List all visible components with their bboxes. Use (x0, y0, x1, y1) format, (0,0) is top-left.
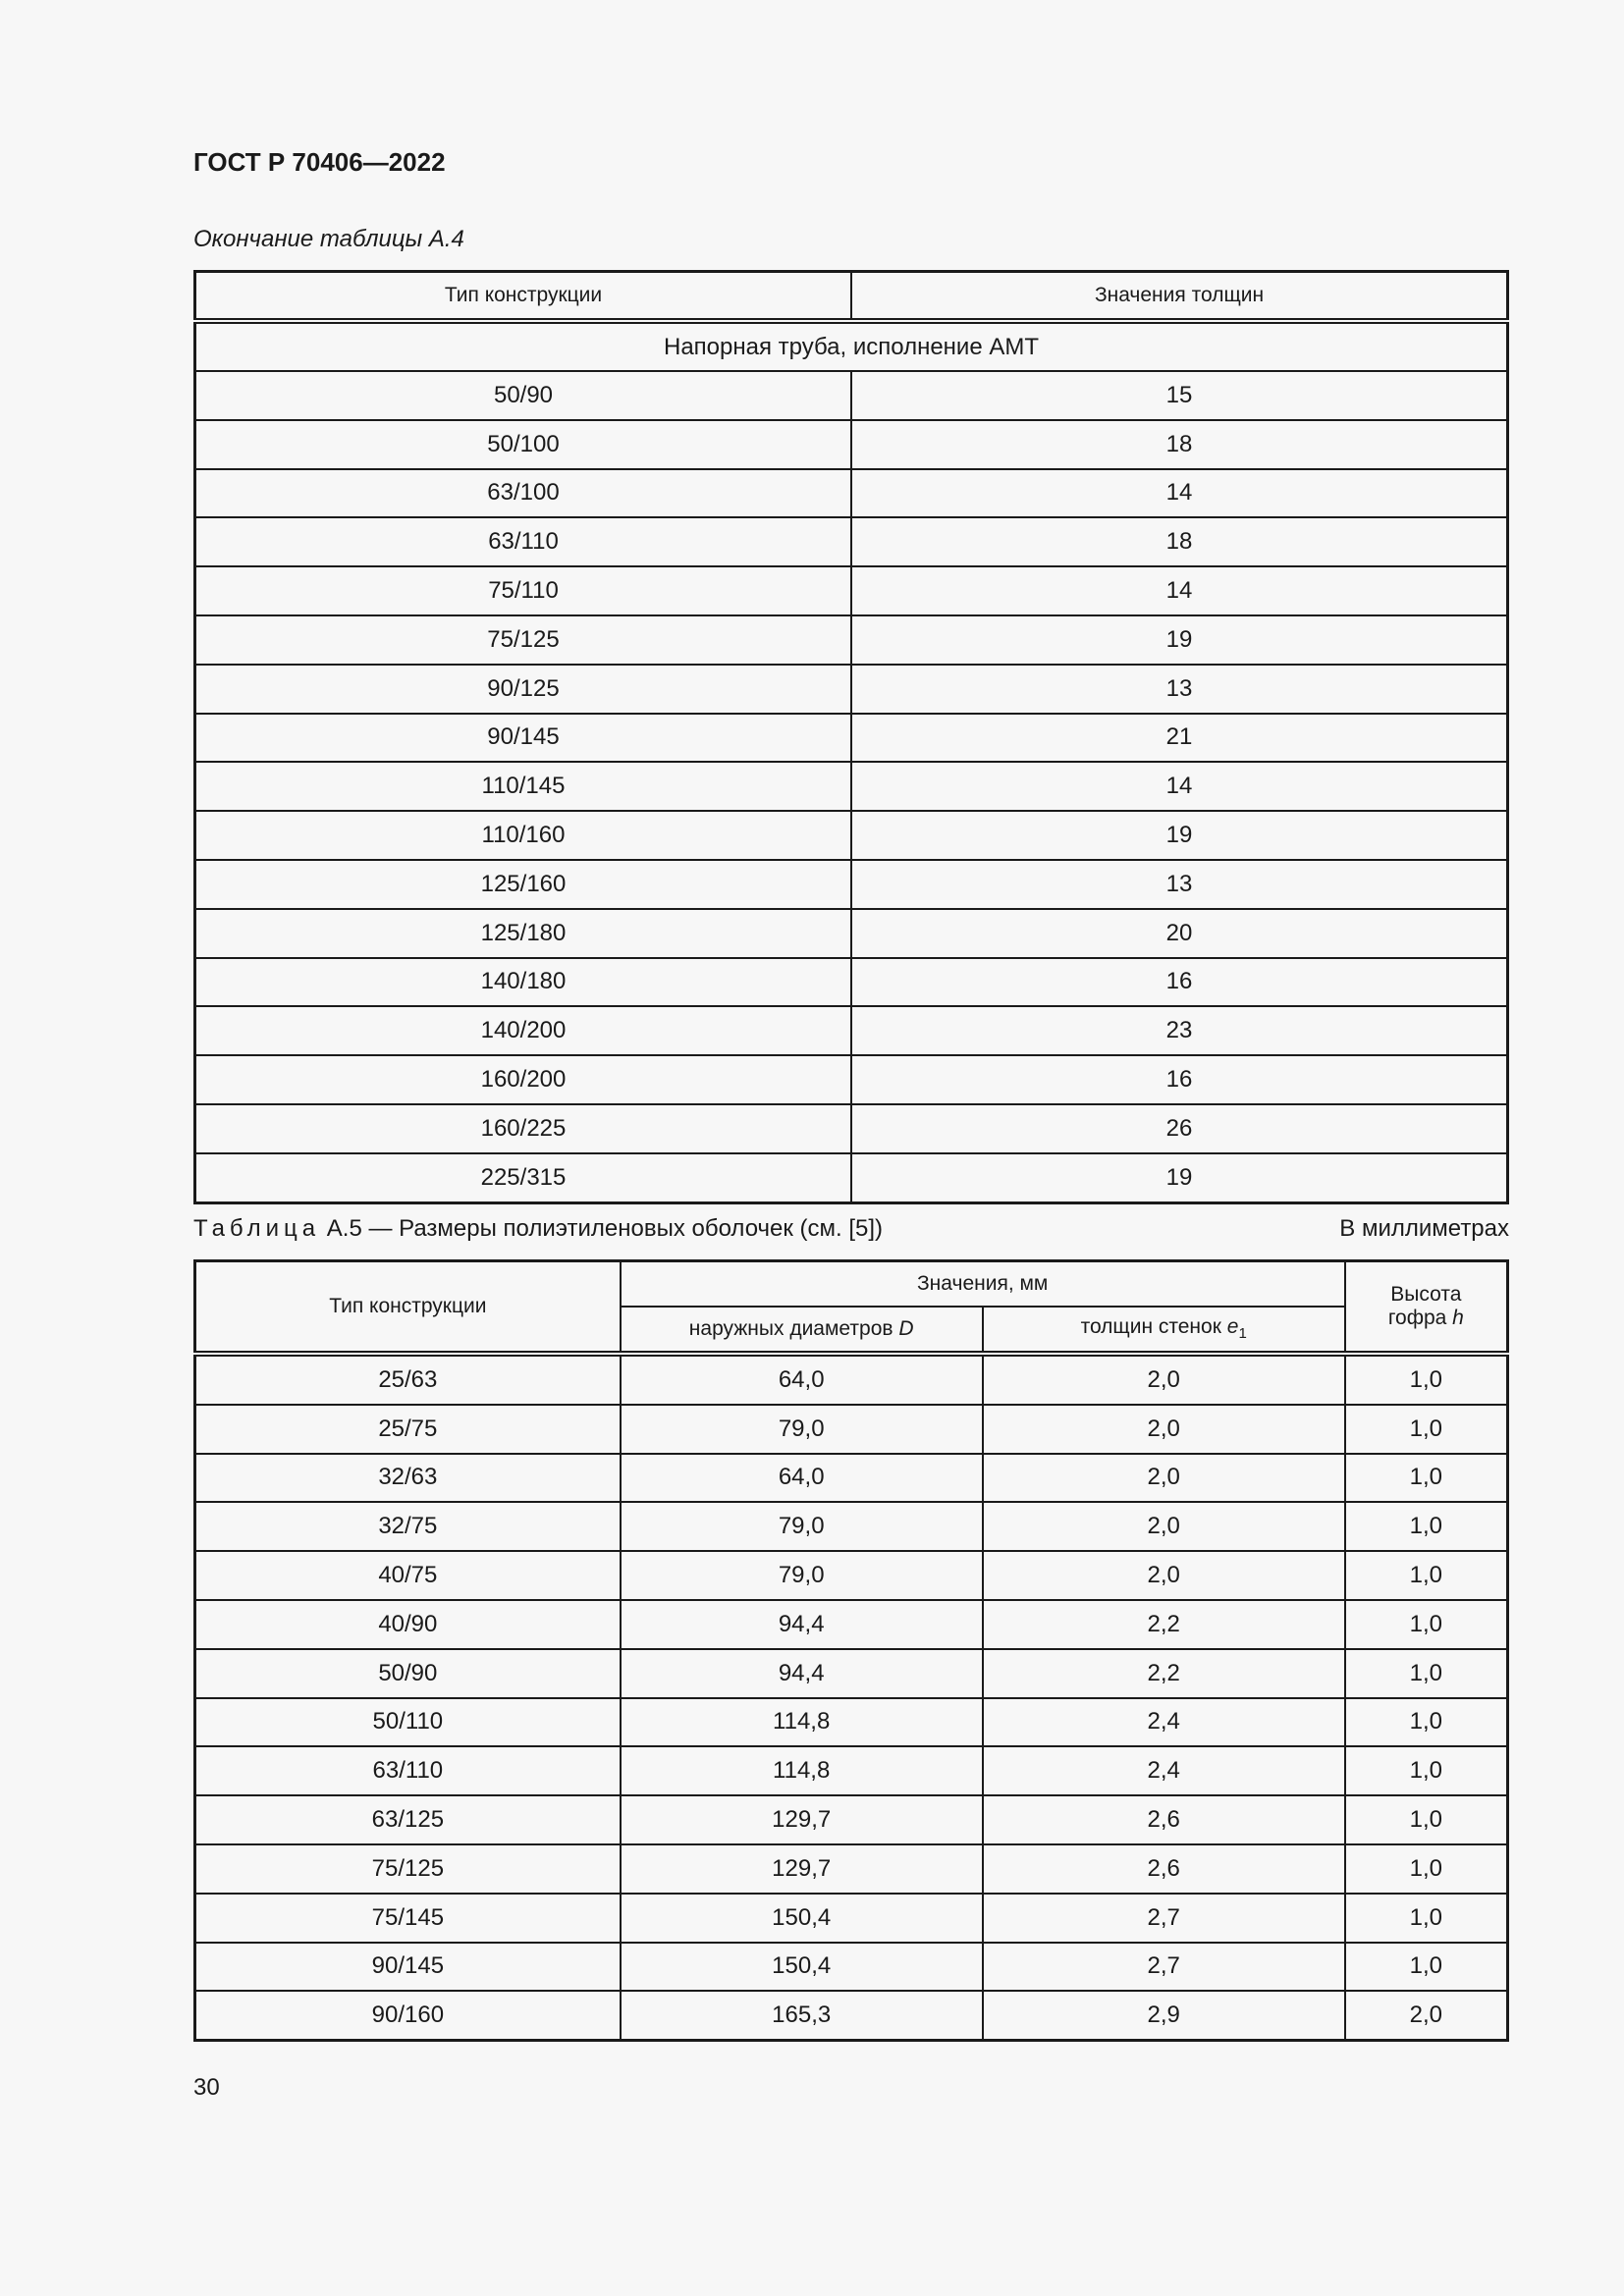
table-row (195, 1844, 1508, 1894)
table-cell: 125/160 (195, 860, 852, 909)
table-row (195, 1055, 1508, 1104)
table-row (195, 1795, 1508, 1844)
table-row (195, 665, 1508, 714)
table-cell: 2,6 (983, 1795, 1345, 1844)
table-cell: 90/145 (195, 1943, 621, 1992)
table-cell: 14 (851, 762, 1508, 811)
table-cell: 32/63 (195, 1454, 621, 1503)
table-cell: 16 (851, 1055, 1508, 1104)
col-header-height: Высота гофра h (1345, 1261, 1508, 1355)
table-row (195, 1943, 1508, 1992)
table-row (195, 1551, 1508, 1600)
table-cell: 90/160 (195, 1991, 621, 2040)
table-cell: 21 (851, 714, 1508, 763)
table-row (195, 1894, 1508, 1943)
table-cell: 94,4 (621, 1600, 983, 1649)
table-cell: 1,0 (1345, 1454, 1508, 1503)
col-header-values: Значения, мм (621, 1261, 1345, 1308)
table-cell: 14 (851, 566, 1508, 615)
table-a4 (193, 270, 1509, 1204)
table-cell: 19 (851, 615, 1508, 665)
table-cell: 129,7 (621, 1795, 983, 1844)
table-cell: 2,4 (983, 1698, 1345, 1747)
table-row (195, 1153, 1508, 1202)
table-cell: 2,0 (983, 1354, 1345, 1405)
table-row (195, 566, 1508, 615)
table-row (195, 371, 1508, 420)
section-row: Напорная труба, исполнение АМТ (195, 321, 1508, 371)
table-cell: 64,0 (621, 1354, 983, 1405)
table-cell: 1,0 (1345, 1551, 1508, 1600)
col-header-type: Тип конструкции (195, 1261, 621, 1355)
table-cell: 1,0 (1345, 1844, 1508, 1894)
table-row (195, 1104, 1508, 1153)
col-header-thickness: Значения толщин (851, 272, 1508, 322)
table-cell: 32/75 (195, 1502, 621, 1551)
table-cell: 1,0 (1345, 1405, 1508, 1454)
table-cell: 63/125 (195, 1795, 621, 1844)
table-cell: 2,7 (983, 1894, 1345, 1943)
table-cell: 1,0 (1345, 1746, 1508, 1795)
table-row (195, 615, 1508, 665)
table-cell: 13 (851, 665, 1508, 714)
table-cell: 75/125 (195, 1844, 621, 1894)
table-cell: 19 (851, 811, 1508, 860)
table-row (195, 1649, 1508, 1698)
table-cell: 2,0 (983, 1502, 1345, 1551)
table-cell: 50/90 (195, 371, 852, 420)
table-cell: 2,2 (983, 1600, 1345, 1649)
table-cell: 2,0 (983, 1454, 1345, 1503)
table-row (195, 1502, 1508, 1551)
col-header-diameter: наружных диаметров D (621, 1307, 983, 1354)
table-row (195, 420, 1508, 469)
col-header-wall: толщин стенок $e_1$ (983, 1307, 1345, 1354)
table-row (195, 1006, 1508, 1055)
units-note: В миллиметрах (1339, 1215, 1509, 1242)
table-cell: 225/315 (195, 1153, 852, 1202)
table-cell: 16 (851, 958, 1508, 1007)
table-cell: 140/180 (195, 958, 852, 1007)
table-cell: 63/110 (195, 1746, 621, 1795)
table-cell: 165,3 (621, 1991, 983, 2040)
table-cell: 75/110 (195, 566, 852, 615)
table-cell: 79,0 (621, 1502, 983, 1551)
table-row (195, 1746, 1508, 1795)
table-cell: 1,0 (1345, 1354, 1508, 1405)
table-cell: 129,7 (621, 1844, 983, 1894)
table-cell: 79,0 (621, 1551, 983, 1600)
table-a5 (193, 1259, 1509, 2042)
table-cell: 40/75 (195, 1551, 621, 1600)
table-cell: 23 (851, 1006, 1508, 1055)
table-row (195, 1698, 1508, 1747)
table-cell: 114,8 (621, 1698, 983, 1747)
table-cell: 64,0 (621, 1454, 983, 1503)
table-row (195, 1600, 1508, 1649)
table-cell: 1,0 (1345, 1795, 1508, 1844)
table-row (195, 714, 1508, 763)
table-cell: 2,0 (983, 1551, 1345, 1600)
table-row (195, 517, 1508, 566)
table-cell: 1,0 (1345, 1894, 1508, 1943)
table-row (195, 1405, 1508, 1454)
document-title: ГОСТ Р 70406—2022 (193, 147, 446, 177)
table-row (195, 469, 1508, 518)
table-cell: 26 (851, 1104, 1508, 1153)
table-cell: 15 (851, 371, 1508, 420)
table-cell: 140/200 (195, 1006, 852, 1055)
table-cell: 18 (851, 517, 1508, 566)
table-cell: 50/100 (195, 420, 852, 469)
table-row (195, 762, 1508, 811)
table-row (195, 1454, 1508, 1503)
table-cell: 25/63 (195, 1354, 621, 1405)
table-cell: 20 (851, 909, 1508, 958)
table-cell: 25/75 (195, 1405, 621, 1454)
table-cell: 150,4 (621, 1943, 983, 1992)
table-a5-title: Таблица А.5 — Размеры полиэтиленовых оболочек (см. [5]) (193, 1215, 884, 1242)
page-number: 30 (193, 2074, 220, 2101)
table-cell: 75/145 (195, 1894, 621, 1943)
table-cell: 18 (851, 420, 1508, 469)
table-row (195, 811, 1508, 860)
table-cell: 2,0 (1345, 1991, 1508, 2040)
table-cell: 40/90 (195, 1600, 621, 1649)
table-row (195, 909, 1508, 958)
table-cell: 1,0 (1345, 1943, 1508, 1992)
table-row (195, 1354, 1508, 1405)
table-cell: 2,9 (983, 1991, 1345, 2040)
table-cell: 160/200 (195, 1055, 852, 1104)
table-cell: 125/180 (195, 909, 852, 958)
table-cell: 63/110 (195, 517, 852, 566)
table-cell: 2,2 (983, 1649, 1345, 1698)
table-cell: 50/110 (195, 1698, 621, 1747)
table-cell: 110/160 (195, 811, 852, 860)
table-a5-caption (193, 1215, 1509, 1243)
table-cell: 19 (851, 1153, 1508, 1202)
table-cell: 1,0 (1345, 1649, 1508, 1698)
table-cell: 14 (851, 469, 1508, 518)
table-cell: 110/145 (195, 762, 852, 811)
table-cell: 2,6 (983, 1844, 1345, 1894)
table-cell: 2,4 (983, 1746, 1345, 1795)
table-cell: 2,0 (983, 1405, 1345, 1454)
table-cell: 50/90 (195, 1649, 621, 1698)
table-cell: 13 (851, 860, 1508, 909)
table-cell: 90/125 (195, 665, 852, 714)
table-cell: 1,0 (1345, 1698, 1508, 1747)
table-cell: 114,8 (621, 1746, 983, 1795)
table-cell: 90/145 (195, 714, 852, 763)
table-a4-continuation-caption: Окончание таблицы А.4 (193, 226, 464, 252)
table-cell: 75/125 (195, 615, 852, 665)
table-cell: 94,4 (621, 1649, 983, 1698)
table-row (195, 958, 1508, 1007)
table-cell: 63/100 (195, 469, 852, 518)
table-row (195, 860, 1508, 909)
table-row (195, 1991, 1508, 2040)
table-cell: 1,0 (1345, 1600, 1508, 1649)
col-header-type: Тип конструкции (195, 272, 852, 322)
table-cell: 160/225 (195, 1104, 852, 1153)
table-cell: 2,7 (983, 1943, 1345, 1992)
table-cell: 150,4 (621, 1894, 983, 1943)
table-cell: 79,0 (621, 1405, 983, 1454)
table-cell: 1,0 (1345, 1502, 1508, 1551)
